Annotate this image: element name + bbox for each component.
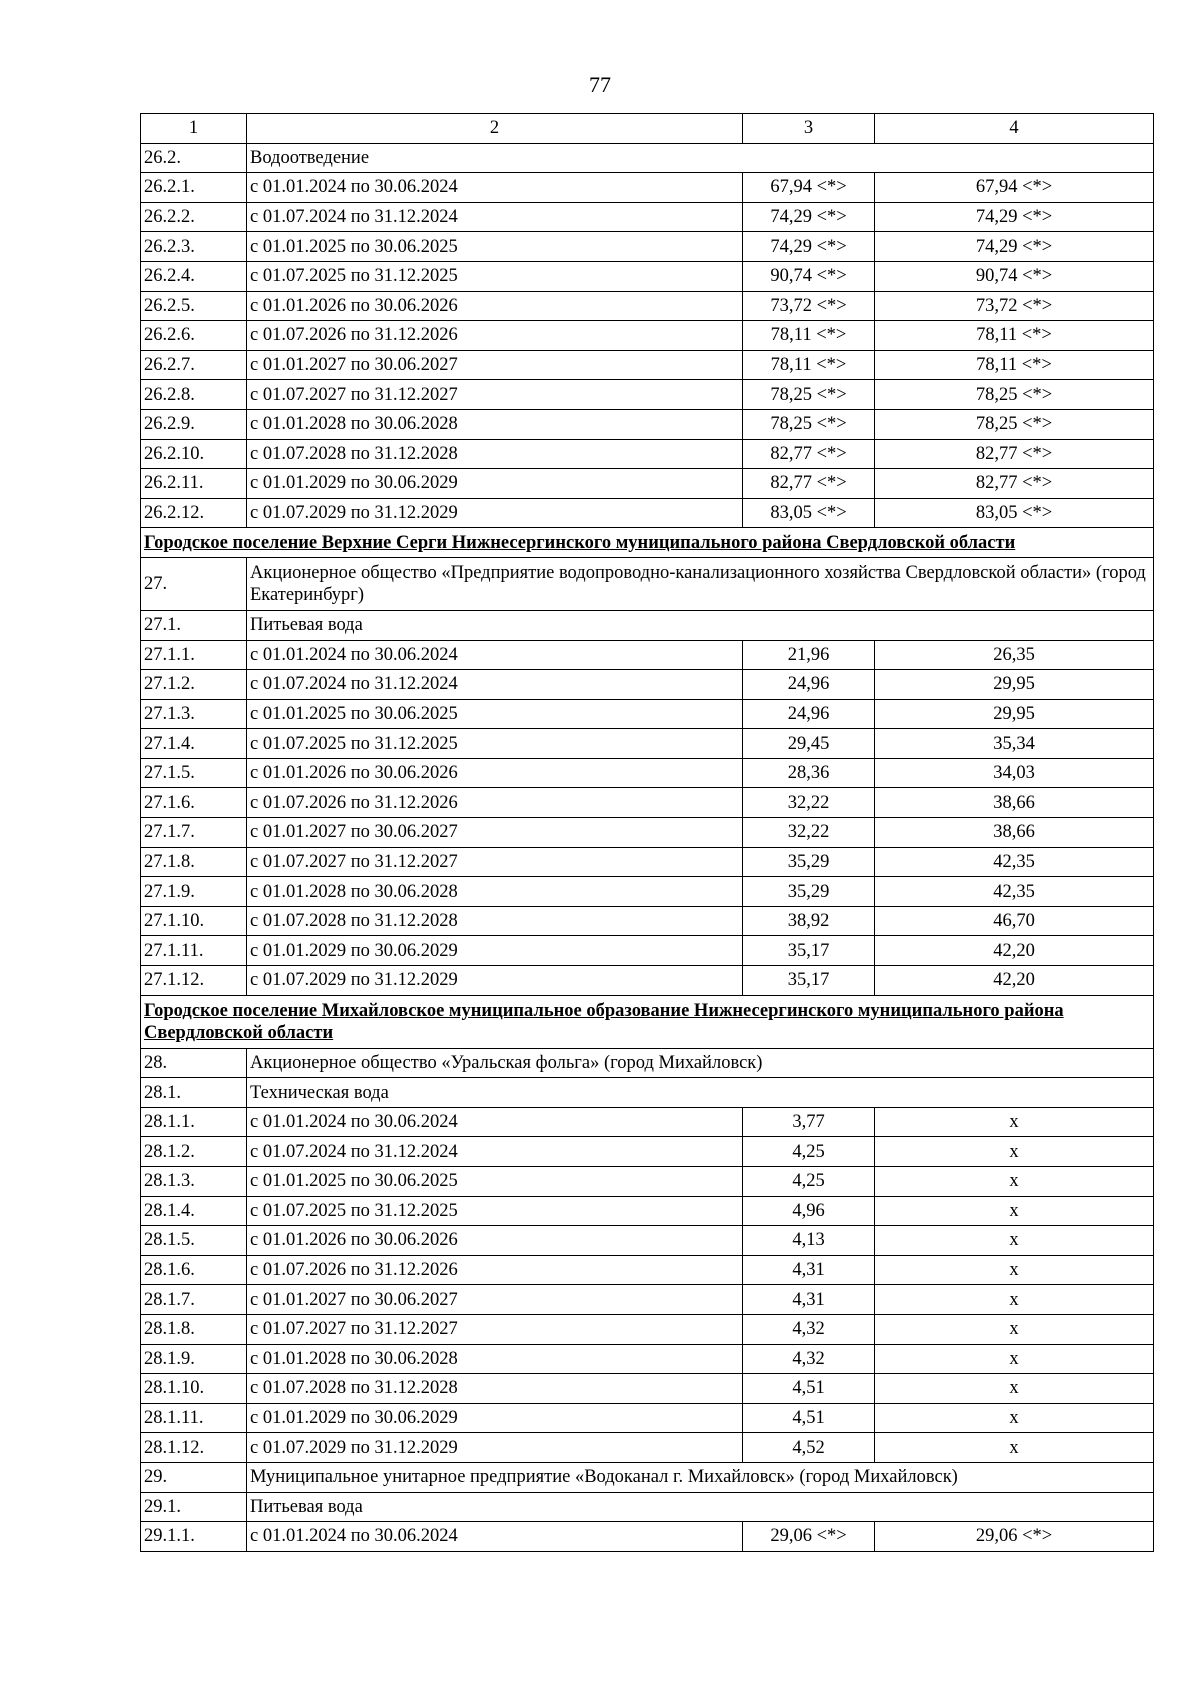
- value-col3: 29,45: [743, 729, 875, 759]
- period-cell: с 01.07.2026 по 31.12.2026: [247, 788, 743, 818]
- table-row: [141, 1433, 1154, 1463]
- value-col4: 78,25 <*>: [875, 409, 1154, 439]
- period-cell: с 01.07.2028 по 31.12.2028: [247, 906, 743, 936]
- period-cell: с 01.01.2028 по 30.06.2028: [247, 409, 743, 439]
- table-row: [141, 1374, 1154, 1404]
- period-cell: с 01.01.2027 по 30.06.2027: [247, 350, 743, 380]
- table-row: [141, 1196, 1154, 1226]
- period-cell: с 01.01.2024 по 30.06.2024: [247, 173, 743, 203]
- period-cell: с 01.01.2026 по 30.06.2026: [247, 1226, 743, 1256]
- row-number: 26.2.8.: [141, 380, 247, 410]
- value-col4: x: [875, 1314, 1154, 1344]
- value-col3: 29,06 <*>: [743, 1522, 875, 1552]
- period-cell: с 01.01.2025 по 30.06.2025: [247, 1167, 743, 1197]
- tariff-table: [140, 113, 1154, 1552]
- value-col3: 78,25 <*>: [743, 380, 875, 410]
- row-number: 29.: [141, 1462, 247, 1492]
- value-col3: 4,52: [743, 1433, 875, 1463]
- value-col4: 78,11 <*>: [875, 350, 1154, 380]
- row-number: 28.1.7.: [141, 1285, 247, 1315]
- period-cell: с 01.01.2027 по 30.06.2027: [247, 1285, 743, 1315]
- value-col4: x: [875, 1167, 1154, 1197]
- value-col4: 42,20: [875, 966, 1154, 996]
- row-number: 28.1.2.: [141, 1137, 247, 1167]
- period-cell: с 01.01.2028 по 30.06.2028: [247, 877, 743, 907]
- value-col3: 78,11 <*>: [743, 321, 875, 351]
- value-col4: 29,95: [875, 670, 1154, 700]
- group-name: Водоотведение: [247, 143, 1154, 173]
- row-number: 28.1.9.: [141, 1344, 247, 1374]
- value-col4: 29,95: [875, 699, 1154, 729]
- value-col4: x: [875, 1285, 1154, 1315]
- table-row: [141, 1344, 1154, 1374]
- row-number: 28.1.5.: [141, 1226, 247, 1256]
- row-number: 27.1.11.: [141, 936, 247, 966]
- value-col3: 38,92: [743, 906, 875, 936]
- period-cell: с 01.07.2024 по 31.12.2024: [247, 1137, 743, 1167]
- row-number: 26.2.12.: [141, 498, 247, 528]
- row-number: 27.1.6.: [141, 788, 247, 818]
- period-cell: с 01.01.2029 по 30.06.2029: [247, 469, 743, 499]
- row-number: 27.1.10.: [141, 906, 247, 936]
- row-number: 28.: [141, 1048, 247, 1078]
- row-number: 27.1.3.: [141, 699, 247, 729]
- value-col4: 26,35: [875, 640, 1154, 670]
- table-row: [141, 232, 1154, 262]
- value-col3: 35,17: [743, 966, 875, 996]
- table-row: [141, 1314, 1154, 1344]
- row-number: 27.1.8.: [141, 847, 247, 877]
- value-col4: 42,35: [875, 877, 1154, 907]
- value-col3: 4,31: [743, 1285, 875, 1315]
- value-col3: 28,36: [743, 758, 875, 788]
- table-row: [141, 1255, 1154, 1285]
- column-header: 3: [743, 114, 875, 144]
- period-cell: с 01.07.2026 по 31.12.2026: [247, 1255, 743, 1285]
- table-row: [141, 936, 1154, 966]
- period-cell: с 01.01.2028 по 30.06.2028: [247, 1344, 743, 1374]
- value-col4: 38,66: [875, 818, 1154, 848]
- period-cell: с 01.01.2026 по 30.06.2026: [247, 758, 743, 788]
- row-number: 28.1.4.: [141, 1196, 247, 1226]
- group-name: Питьевая вода: [247, 1492, 1154, 1522]
- value-col3: 35,29: [743, 877, 875, 907]
- table-row: [141, 877, 1154, 907]
- table-row: [141, 699, 1154, 729]
- table-row: [141, 670, 1154, 700]
- table-row: [141, 966, 1154, 996]
- table-row: [141, 758, 1154, 788]
- value-col4: 73,72 <*>: [875, 291, 1154, 321]
- column-header: 1: [141, 114, 247, 144]
- value-col4: x: [875, 1137, 1154, 1167]
- value-col3: 35,29: [743, 847, 875, 877]
- row-number: 26.2.5.: [141, 291, 247, 321]
- value-col4: x: [875, 1403, 1154, 1433]
- value-col3: 90,74 <*>: [743, 261, 875, 291]
- group-row: [141, 557, 1154, 610]
- row-number: 26.2.3.: [141, 232, 247, 262]
- table-header-row: [141, 114, 1154, 144]
- value-col4: x: [875, 1344, 1154, 1374]
- value-col3: 67,94 <*>: [743, 173, 875, 203]
- value-col3: 4,31: [743, 1255, 875, 1285]
- value-col3: 21,96: [743, 640, 875, 670]
- value-col3: 4,32: [743, 1344, 875, 1374]
- value-col3: 4,13: [743, 1226, 875, 1256]
- row-number: 26.2.1.: [141, 173, 247, 203]
- value-col3: 24,96: [743, 699, 875, 729]
- page-number: 77: [589, 72, 611, 97]
- row-number: 27.1.5.: [141, 758, 247, 788]
- row-number: 27.1.: [141, 610, 247, 640]
- row-number: 27.1.4.: [141, 729, 247, 759]
- table-row: [141, 1522, 1154, 1552]
- section-heading-row: [141, 995, 1154, 1048]
- table-row: [141, 261, 1154, 291]
- period-cell: с 01.01.2029 по 30.06.2029: [247, 1403, 743, 1433]
- table-row: [141, 1107, 1154, 1137]
- period-cell: с 01.07.2029 по 31.12.2029: [247, 1433, 743, 1463]
- table-row: [141, 1285, 1154, 1315]
- row-number: 28.1.8.: [141, 1314, 247, 1344]
- value-col4: x: [875, 1433, 1154, 1463]
- row-number: 26.2.9.: [141, 409, 247, 439]
- row-number: 29.1.: [141, 1492, 247, 1522]
- value-col3: 83,05 <*>: [743, 498, 875, 528]
- value-col4: x: [875, 1226, 1154, 1256]
- value-col4: 29,06 <*>: [875, 1522, 1154, 1552]
- value-col4: 42,20: [875, 936, 1154, 966]
- row-number: 27.: [141, 557, 247, 610]
- period-cell: с 01.01.2025 по 30.06.2025: [247, 699, 743, 729]
- period-cell: с 01.07.2028 по 31.12.2028: [247, 439, 743, 469]
- value-col4: 74,29 <*>: [875, 232, 1154, 262]
- value-col3: 82,77 <*>: [743, 439, 875, 469]
- table-row: [141, 350, 1154, 380]
- value-col4: 42,35: [875, 847, 1154, 877]
- group-row: [141, 1492, 1154, 1522]
- value-col4: 34,03: [875, 758, 1154, 788]
- section-heading: Городское поселение Верхние Серги Нижнесергинского муниципального района Свердловской области: [141, 528, 1154, 558]
- group-row: [141, 1078, 1154, 1108]
- value-col3: 74,29 <*>: [743, 202, 875, 232]
- period-cell: с 01.07.2027 по 31.12.2027: [247, 380, 743, 410]
- table-row: [141, 173, 1154, 203]
- table-row: [141, 380, 1154, 410]
- column-header: 4: [875, 114, 1154, 144]
- row-number: 28.1.12.: [141, 1433, 247, 1463]
- value-col4: 67,94 <*>: [875, 173, 1154, 203]
- value-col3: 4,25: [743, 1137, 875, 1167]
- value-col3: 4,51: [743, 1374, 875, 1404]
- row-number: 26.2.: [141, 143, 247, 173]
- table-row: [141, 640, 1154, 670]
- value-col4: 38,66: [875, 788, 1154, 818]
- value-col4: 82,77 <*>: [875, 439, 1154, 469]
- value-col4: 35,34: [875, 729, 1154, 759]
- group-name: Акционерное общество «Предприятие водопроводно-канализационного хозяйства Свердловской области» (город Екатеринбург): [247, 557, 1154, 610]
- value-col3: 78,25 <*>: [743, 409, 875, 439]
- period-cell: с 01.01.2025 по 30.06.2025: [247, 232, 743, 262]
- table-row: [141, 469, 1154, 499]
- value-col4: 83,05 <*>: [875, 498, 1154, 528]
- period-cell: с 01.07.2029 по 31.12.2029: [247, 498, 743, 528]
- section-heading: Городское поселение Михайловское муниципальное образование Нижнесергинского муниципального района Свердловской области: [141, 995, 1154, 1048]
- value-col4: x: [875, 1107, 1154, 1137]
- row-number: 29.1.1.: [141, 1522, 247, 1552]
- row-number: 28.1.: [141, 1078, 247, 1108]
- period-cell: с 01.07.2025 по 31.12.2025: [247, 261, 743, 291]
- value-col3: 4,32: [743, 1314, 875, 1344]
- value-col4: 78,25 <*>: [875, 380, 1154, 410]
- table-row: [141, 847, 1154, 877]
- period-cell: с 01.01.2024 по 30.06.2024: [247, 1522, 743, 1552]
- table-row: [141, 439, 1154, 469]
- group-name: Муниципальное унитарное предприятие «Водоканал г. Михайловск» (город Михайловск): [247, 1462, 1154, 1492]
- value-col4: x: [875, 1374, 1154, 1404]
- row-number: 26.2.10.: [141, 439, 247, 469]
- value-col3: 32,22: [743, 788, 875, 818]
- value-col3: 74,29 <*>: [743, 232, 875, 262]
- table-row: [141, 818, 1154, 848]
- period-cell: с 01.07.2028 по 31.12.2028: [247, 1374, 743, 1404]
- table-row: [141, 1403, 1154, 1433]
- table-row: [141, 906, 1154, 936]
- row-number: 27.1.1.: [141, 640, 247, 670]
- group-name: Техническая вода: [247, 1078, 1154, 1108]
- value-col3: 3,77: [743, 1107, 875, 1137]
- period-cell: с 01.01.2027 по 30.06.2027: [247, 818, 743, 848]
- period-cell: с 01.01.2024 по 30.06.2024: [247, 640, 743, 670]
- period-cell: с 01.07.2024 по 31.12.2024: [247, 202, 743, 232]
- row-number: 26.2.4.: [141, 261, 247, 291]
- period-cell: с 01.01.2029 по 30.06.2029: [247, 936, 743, 966]
- section-heading-row: [141, 528, 1154, 558]
- period-cell: с 01.07.2025 по 31.12.2025: [247, 1196, 743, 1226]
- table-row: [141, 729, 1154, 759]
- period-cell: с 01.01.2026 по 30.06.2026: [247, 291, 743, 321]
- value-col4: 74,29 <*>: [875, 202, 1154, 232]
- period-cell: с 01.07.2027 по 31.12.2027: [247, 1314, 743, 1344]
- value-col3: 4,25: [743, 1167, 875, 1197]
- group-row: [141, 1048, 1154, 1078]
- table-row: [141, 321, 1154, 351]
- value-col4: 78,11 <*>: [875, 321, 1154, 351]
- table-row: [141, 202, 1154, 232]
- row-number: 27.1.9.: [141, 877, 247, 907]
- row-number: 26.2.2.: [141, 202, 247, 232]
- value-col3: 35,17: [743, 936, 875, 966]
- value-col4: 90,74 <*>: [875, 261, 1154, 291]
- period-cell: с 01.07.2027 по 31.12.2027: [247, 847, 743, 877]
- value-col3: 82,77 <*>: [743, 469, 875, 499]
- table-row: [141, 498, 1154, 528]
- row-number: 28.1.1.: [141, 1107, 247, 1137]
- table-row: [141, 788, 1154, 818]
- table-row: [141, 1167, 1154, 1197]
- period-cell: с 01.07.2026 по 31.12.2026: [247, 321, 743, 351]
- row-number: 26.2.6.: [141, 321, 247, 351]
- table-row: [141, 1137, 1154, 1167]
- value-col3: 24,96: [743, 670, 875, 700]
- row-number: 28.1.3.: [141, 1167, 247, 1197]
- value-col3: 4,51: [743, 1403, 875, 1433]
- period-cell: с 01.07.2029 по 31.12.2029: [247, 966, 743, 996]
- period-cell: с 01.07.2025 по 31.12.2025: [247, 729, 743, 759]
- period-cell: с 01.01.2024 по 30.06.2024: [247, 1107, 743, 1137]
- row-number: 27.1.7.: [141, 818, 247, 848]
- row-number: 27.1.2.: [141, 670, 247, 700]
- row-number: 28.1.11.: [141, 1403, 247, 1433]
- period-cell: с 01.07.2024 по 31.12.2024: [247, 670, 743, 700]
- value-col3: 4,96: [743, 1196, 875, 1226]
- row-number: 26.2.7.: [141, 350, 247, 380]
- table-row: [141, 291, 1154, 321]
- value-col4: x: [875, 1255, 1154, 1285]
- row-number: 26.2.11.: [141, 469, 247, 499]
- row-number: 27.1.12.: [141, 966, 247, 996]
- row-number: 28.1.10.: [141, 1374, 247, 1404]
- column-header: 2: [247, 114, 743, 144]
- value-col4: x: [875, 1196, 1154, 1226]
- group-row: [141, 610, 1154, 640]
- table-row: [141, 409, 1154, 439]
- group-name: Акционерное общество «Уральская фольга» (город Михайловск): [247, 1048, 1154, 1078]
- value-col4: 46,70: [875, 906, 1154, 936]
- table-row: [141, 1226, 1154, 1256]
- group-row: [141, 143, 1154, 173]
- value-col3: 32,22: [743, 818, 875, 848]
- group-row: [141, 1462, 1154, 1492]
- value-col3: 73,72 <*>: [743, 291, 875, 321]
- row-number: 28.1.6.: [141, 1255, 247, 1285]
- value-col3: 78,11 <*>: [743, 350, 875, 380]
- group-name: Питьевая вода: [247, 610, 1154, 640]
- value-col4: 82,77 <*>: [875, 469, 1154, 499]
